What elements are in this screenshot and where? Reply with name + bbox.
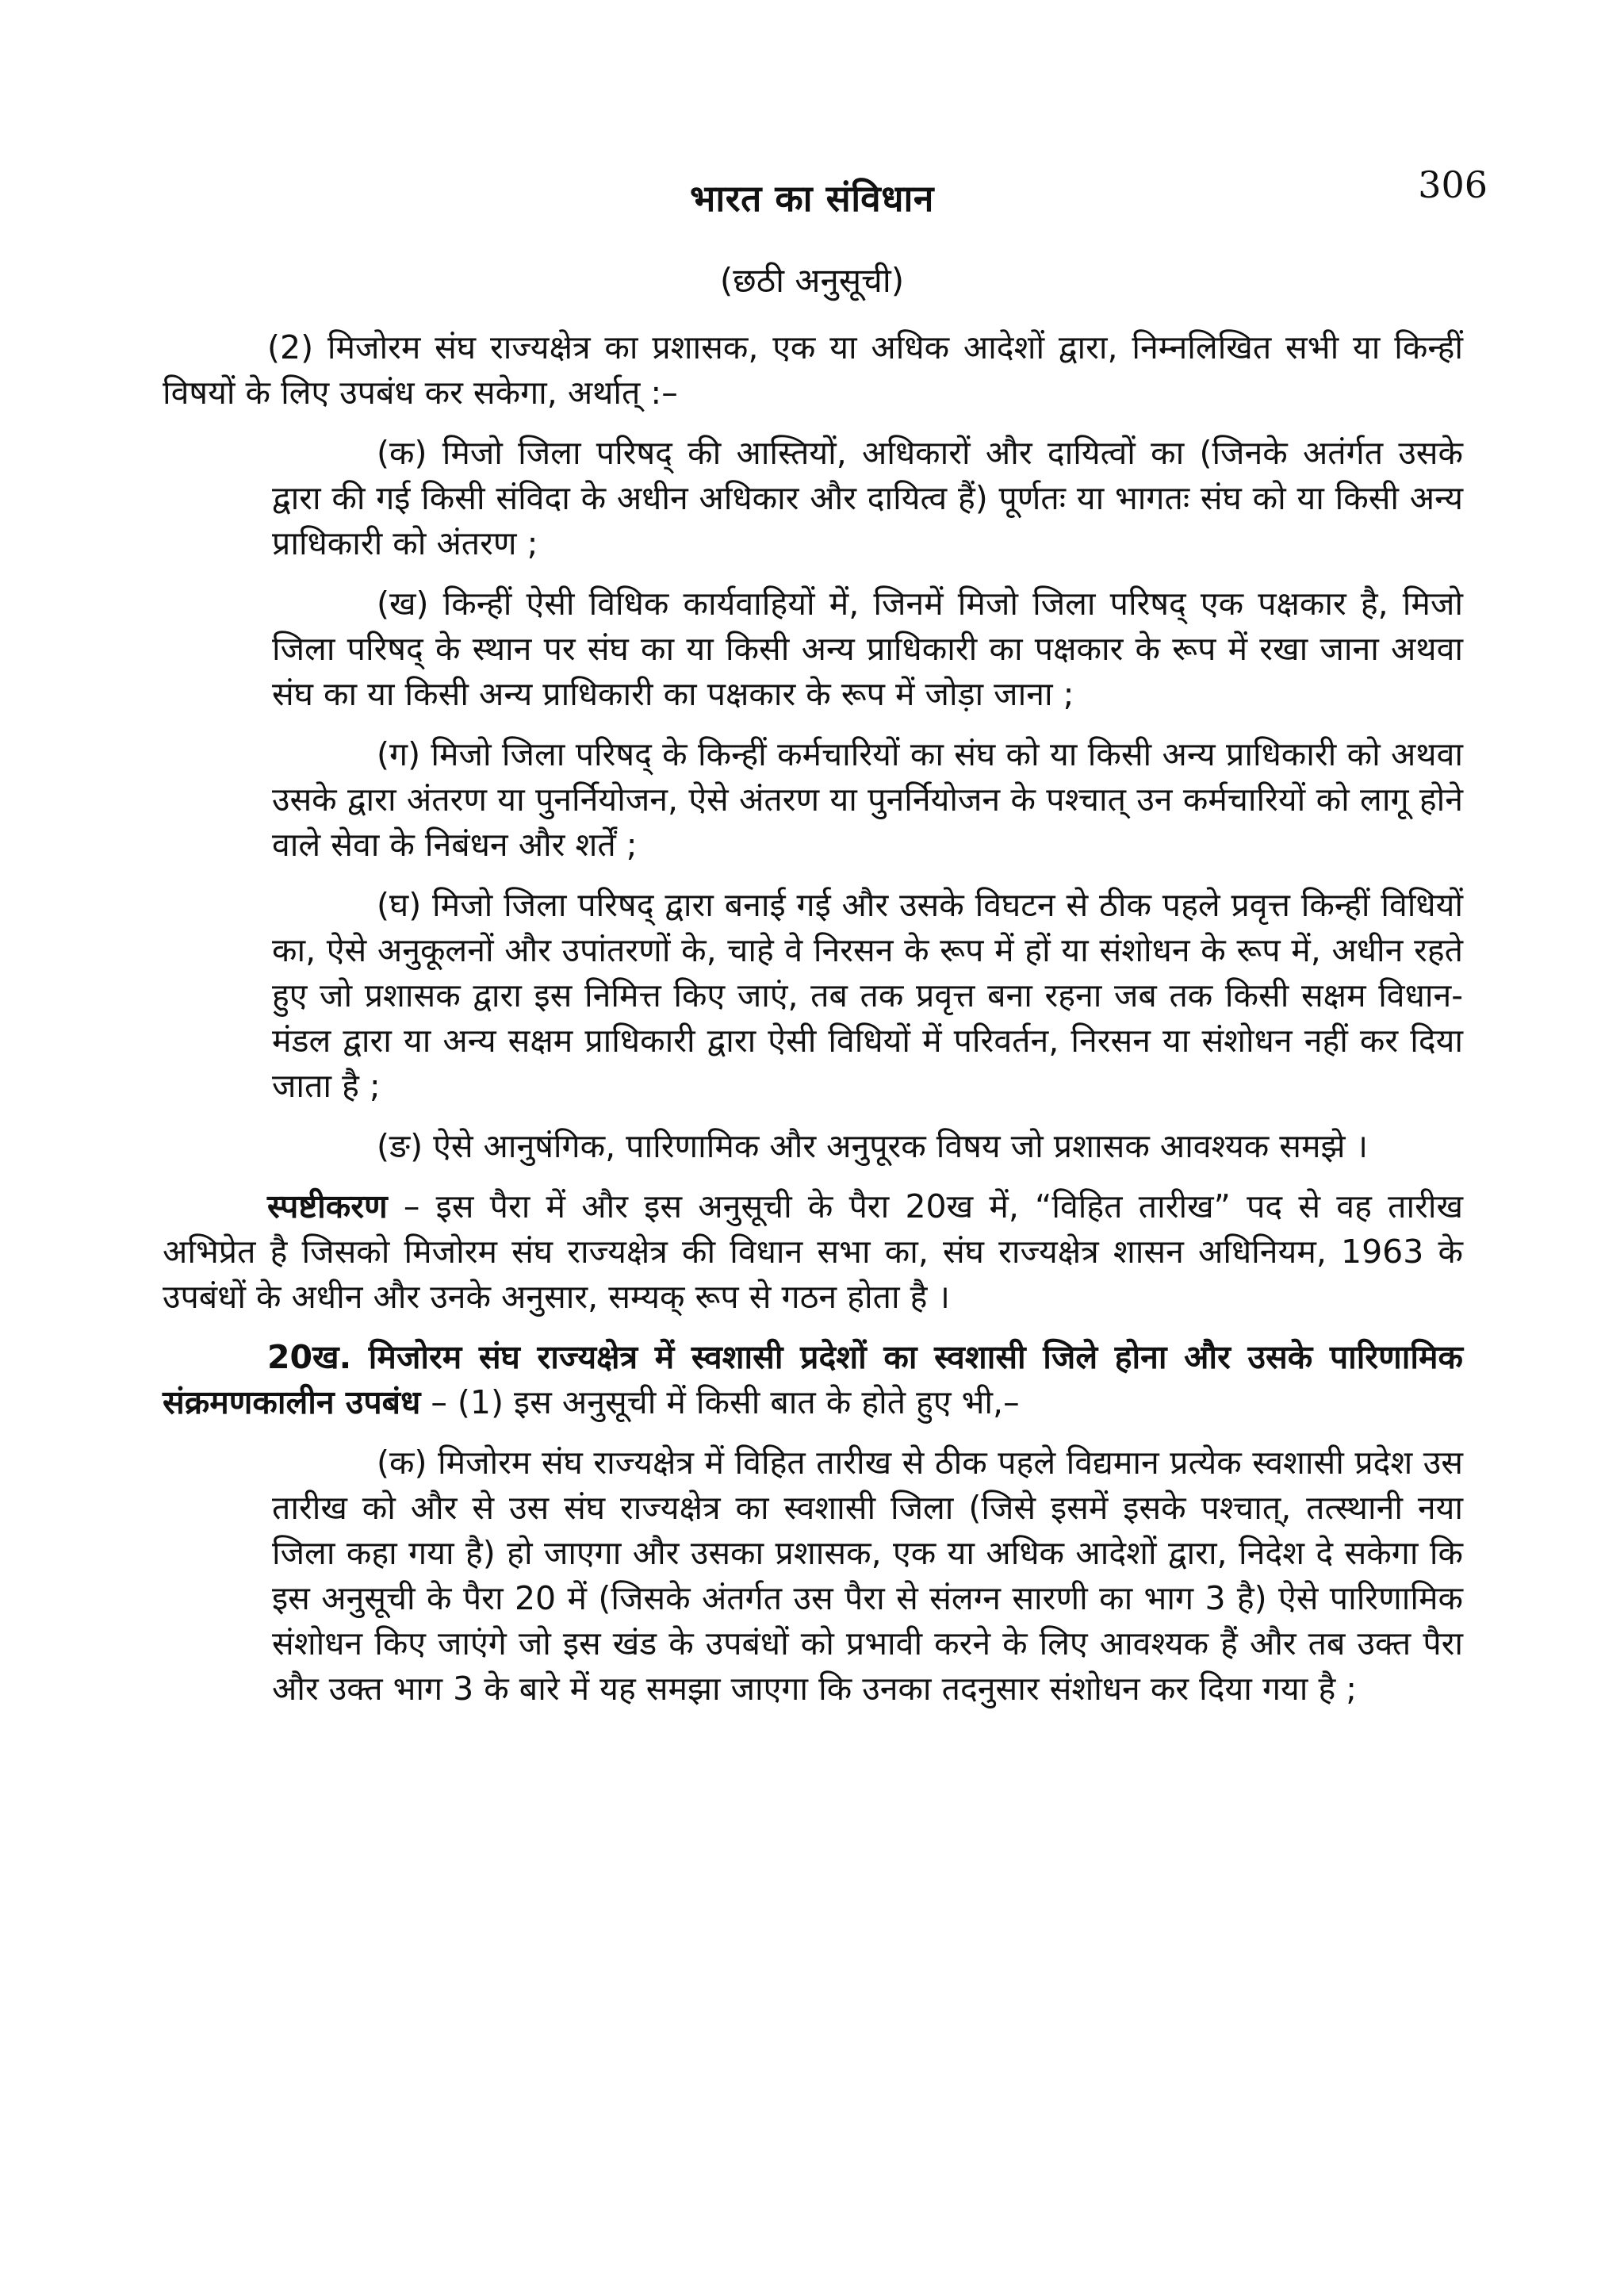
subclause-gha: (घ) मिजो जिला परिषद् द्वारा बनाई गई और उसके विघटन से ठीक पहले प्रवृत्त किन्हीं विधियों का, ऐसे अनुकूलनों और उपांतरणों के, चाहे वे निरसन के रूप में हों या संशोधन के रूप में, अधीन रहते हुए जो प्रशासक द्वारा इस निमित्त किए जाएं, तब तक प्रवृत्त बना रहना जब तक किसी सक्षम विधान-मंडल द्वारा या अन्य सक्षम प्राधिकारी द्वारा ऐसी विधियों में परिवर्तन, निरसन या संशोधन नहीं कर दिया जाता है ;	[272, 886, 1463, 1105]
page-number: 306	[1418, 163, 1488, 206]
page-title: भारत का संविधान	[690, 177, 934, 220]
section-20kha-subclause-ka: (क) मिजोरम संघ राज्यक्षेत्र में विहित तारीख से ठीक पहले विद्यमान प्रत्येक स्वशासी प्रदेश उस तारीख को और से उस संघ राज्यक्षेत्र का स्वशासी जिला (जिसे इसमें इसके पश्चात्, तत्स्थानी नया जिला कहा गया है) हो जाएगा और उसका प्रशासक, एक या अधिक आदेशों द्वारा, निदेश दे सकेगा कि इस अनुसूची के पैरा 20 में (जिसके अंतर्गत उस पैरा से संलग्न सारणी का भाग 3 है) ऐसे पारिणामिक संशोधन किए जाएंगे जो इस खंड के उपबंधों को प्रभावी करने के लिए आवश्यक हैं और तब उक्त पैरा और उक्त भाग 3 के बारे में यह समझा जाएगा कि उनका तदनुसार संशोधन कर दिया गया है ;	[272, 1444, 1463, 1708]
explanation-label: स्पष्टीकरण	[267, 1187, 388, 1225]
schedule-subtitle: (छठी अनुसूची)	[719, 261, 905, 300]
subclause-kha: (ख) किन्हीं ऐसी विधिक कार्यवाहियों में, जिनमें मिजो जिला परिषद् एक पक्षकार है, मिजो जिला परिषद् के स्थान पर संघ का या किसी अन्य प्राधिकारी का पक्षकार के रूप में रखा जाना अथवा संघ का या किसी अन्य प्राधिकारी का पक्षकार के रूप में जोड़ा जाना ;	[272, 585, 1463, 713]
subclause-nga: (ङ) ऐसे आनुषंगिक, पारिणामिक और अनुपूरक विषय जो प्रशासक आवश्यक समझे ।	[377, 1127, 1369, 1165]
document-body	[163, 325, 1463, 1727]
explanation-text: – इस पैरा में और इस अनुसूची के पैरा 20ख में, “विहित तारीख” पद से वह तारीख अभिप्रेत है जिसको मिजोरम संघ राज्यक्षेत्र की विधान सभा का, संघ राज्यक्षेत्र शासन अधिनियम, 1963 के उपबंधों के अधीन और उनके अनुसार, सम्यक् रूप से गठन होता है ।	[163, 1187, 1463, 1316]
section-20kha-text: – (1) इस अनुसूची में किसी बात के होते हुए भी,–	[420, 1383, 1020, 1421]
section-20kha	[163, 1335, 1463, 1425]
clause-2: (2) मिजोरम संघ राज्यक्षेत्र का प्रशासक, एक या अधिक आदेशों द्वारा, निम्नलिखित सभी या किन्हीं विषयों के लिए उपबंध कर सकेगा, अर्थात् :–	[163, 328, 1463, 412]
subclause-ka: (क) मिजो जिला परिषद् की आस्तियों, अधिकारों और दायित्वों का (जिनके अतंर्गत उसके द्वारा की गई किसी संविदा के अधीन अधिकार और दायित्व हैं) पूर्णतः या भागतः संघ को या किसी अन्य प्राधिकारी को अंतरण ;	[272, 434, 1463, 562]
section-20kha-heading: 20ख. मिजोरम संघ राज्यक्षेत्र में स्वशासी प्रदेशों का स्वशासी जिले होना और उसके पारिणामिक संक्रमणकालीन उपबंध	[163, 1338, 1463, 1421]
explanation-paragraph	[163, 1184, 1463, 1320]
subclause-ga: (ग) मिजो जिला परिषद् के किन्हीं कर्मचारियों का संघ को या किसी अन्य प्राधिकारी को अथवा उसके द्वारा अंतरण या पुनर्नियोजन, ऐसे अंतरण या पुनर्नियोजन के पश्चात् उन कर्मचारियों को लागू होने वाले सेवा के निबंधन और शर्तें ;	[272, 735, 1463, 864]
